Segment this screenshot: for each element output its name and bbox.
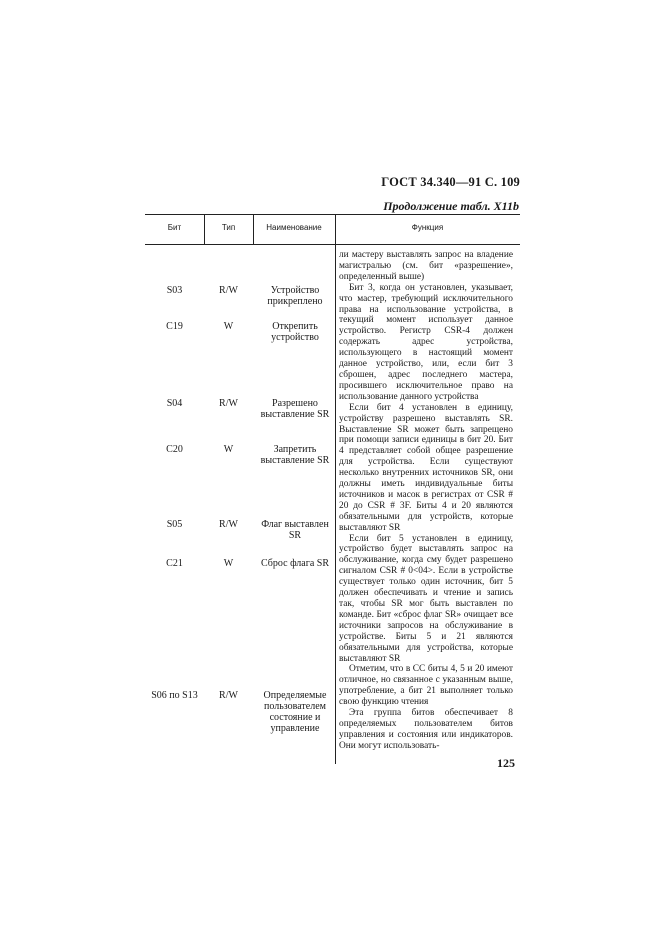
table-continuation-caption: Продолжение табл. Х11b <box>383 199 519 213</box>
function-paragraph: Если бит 5 установлен в единицу, устройство будет выставлять запрос на обслуживание, когда сму будет разрешено сигналом CSR # 0<04>. Если в устройстве существует только один источник, бит 5 должен обеспечивать и чтение и запись так, чтобы SR мог быть выставлен по команде. Бит «сброс флаг SR» очищает все источники запросов на обслуживание в устройстве. Биты 5 и 21 являются обязательными для устройства, которые выставляют SR <box>339 533 513 664</box>
bit-cell: S04 <box>166 398 183 409</box>
bit-cell: S05 <box>166 519 183 530</box>
table-top-rule <box>145 214 520 215</box>
function-paragraph: Эта группа битов обеспечивает 8 определяемых пользователем битов управления и состояния или индикаторов. Они могут использовать- <box>339 708 513 751</box>
type-cell: R/W <box>219 285 238 296</box>
type-cell: W <box>223 444 234 455</box>
name-cell: Запретить выставление SR <box>260 444 330 466</box>
bit-cell: S03 <box>166 285 183 296</box>
function-paragraph: Бит 3, когда он установлен, указывает, что мастер, требующий исключительного права на использование устройства, в текущий момент использует данное устройство. Регистр CSR-4 должен содержать адрес устройства, использующего в настоящий момент данное устройство, или, если бит 3 сброшен, адрес последнего мастера, просившего исключительное право на использование данного устройства <box>339 282 513 402</box>
column-divider <box>335 214 336 764</box>
name-cell: Открепить устройство <box>271 321 319 343</box>
name-cell: Устройство прикреплено <box>267 285 323 307</box>
table-header-rule <box>145 244 520 245</box>
name-cell: Сброс флага SR <box>261 558 329 569</box>
column-header-function: Функция <box>411 223 444 232</box>
name-cell: Разрешено выставление SR <box>260 398 330 420</box>
column-header-type: Тип <box>221 223 236 232</box>
function-paragraph: Отметим, что в СС биты 4, 5 и 20 имеют отличное, но связанное с указанным выше, употребление, а бит 21 выполняет только свою функцию чтения <box>339 664 513 708</box>
name-cell: Определяемые пользователем состояние и управление <box>263 690 327 734</box>
type-cell: W <box>223 558 234 569</box>
function-paragraph: Если бит 4 установлен в единицу, устройству разрешено выставлять SR. Выставление SR может быть запрещено при помощи записи единицы в бит 20. Бит 4 представляет собой общее разрешение для устройства. Если существуют несколько внутренних источников SR, они должны иметь индивидуальные биты источников и масок в регистрах от CSR # 20 до CSR # 3F. Биты 4 и 20 являются обязательными для устройств, которые выставляют SR <box>339 402 513 533</box>
column-header-bit: Бит <box>167 223 182 232</box>
bit-cell: C20 <box>166 444 183 455</box>
type-cell: R/W <box>219 398 238 409</box>
name-cell: Флаг выставлен SR <box>261 519 329 541</box>
bit-cell: C19 <box>166 321 183 332</box>
page-number: 125 <box>497 756 515 770</box>
column-header-name: Наименование <box>266 223 322 232</box>
bit-cell: S06 по S13 <box>151 690 198 701</box>
bit-cell: C21 <box>166 558 183 569</box>
function-column <box>339 250 513 752</box>
type-cell: R/W <box>219 690 238 701</box>
page-header: ГОСТ 34.340—91 С. 109 <box>381 175 520 189</box>
type-cell: R/W <box>219 519 238 530</box>
function-paragraph: ли мастеру выставлять запрос на владение магистралью (см. бит «разрешение», определенный выше) <box>339 250 513 282</box>
type-cell: W <box>223 321 234 332</box>
